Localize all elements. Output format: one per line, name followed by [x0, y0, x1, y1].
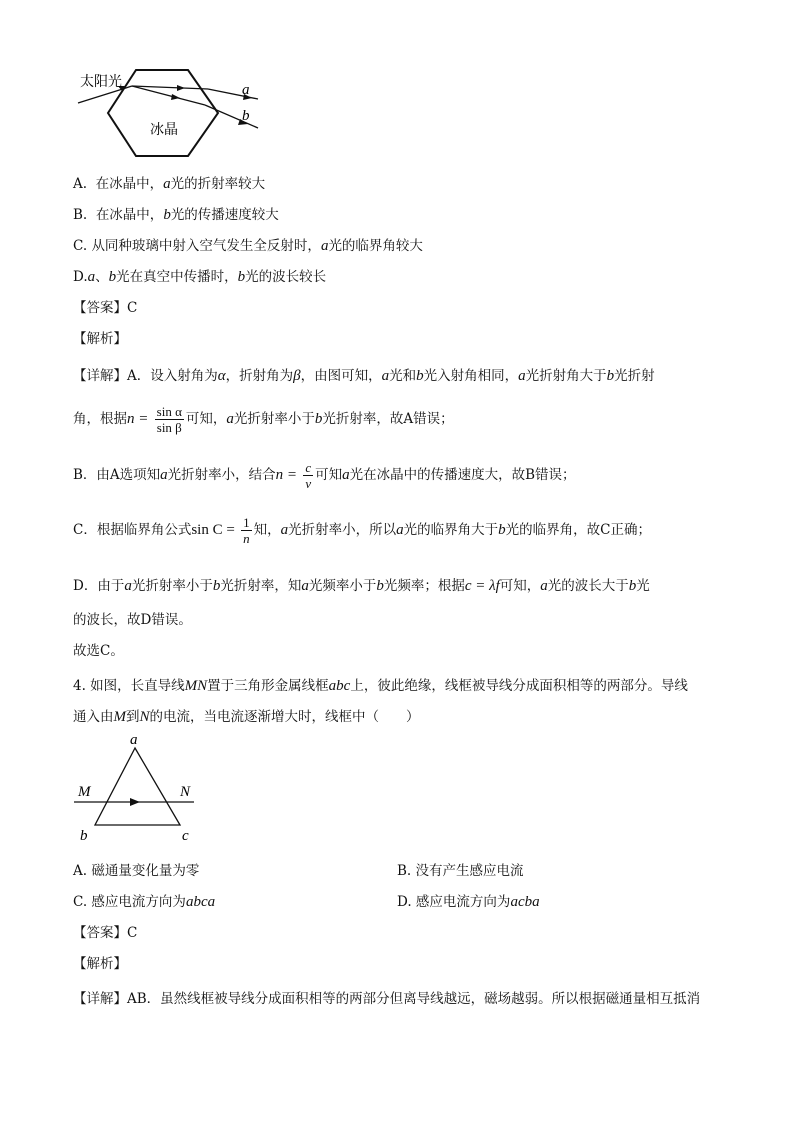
q4-stem-line-1: 4. 如图，长直导线MN置于三角形金属线框abc上，彼此绝缘，线框被导线分成面积相等的两部分。导线	[73, 678, 688, 694]
vertex-a: a	[130, 732, 138, 748]
ray-a-label: a	[242, 82, 250, 98]
analysis-label-q4: 【解析】	[73, 956, 127, 972]
detail-line-6: 的波长，故D错误。	[73, 612, 192, 628]
label-m: M	[78, 784, 91, 800]
vertex-c: c	[182, 828, 189, 844]
hexagon-crystal	[108, 70, 218, 156]
answer-q3: 【答案】C	[73, 300, 138, 316]
choose-line: 故选C。	[73, 643, 124, 659]
option-c: C. 从同种玻璃中射入空气发生全反射时，a光的临界角较大	[73, 238, 423, 254]
detail-line-3: B．由A选项知a光折射率小，结合n = $\frac{c}{v}$ 可知a光在冰晶中的传播速度大，故B错误；	[73, 460, 576, 491]
q4-detail-line: 【详解】AB．虽然线框被导线分成面积相等的两部分但离导线越远，磁场越弱。所以根据磁通量相互抵消	[73, 991, 701, 1007]
analysis-label-q3: 【解析】	[73, 331, 127, 347]
crystal-label: 冰晶	[150, 122, 178, 138]
ice-crystal-figure	[70, 62, 270, 162]
q4-option-c: C. 感应电流方向为abca	[73, 894, 216, 910]
answer-q4: 【答案】C	[73, 925, 138, 941]
q4-option-a: A. 磁通量变化量为零	[73, 863, 200, 879]
detail-line-5: D．由于a光折射率小于b光折射率，知a光频率小于b光频率；根据c = λf可知，a光的波长大于b光	[73, 578, 650, 594]
option-d: D.a、b光在真空中传播时，b光的波长较长	[73, 269, 327, 285]
vertex-b: b	[80, 828, 88, 844]
q4-option-b: B. 没有产生感应电流	[397, 863, 524, 879]
detail-line-2: 角，根据n = $\frac{\text{sin α}}{\text{sin β}}$ 可知，a光折射率小于b光折射率，故A错误；	[73, 404, 454, 435]
option-a: A. 在冰晶中，a光的折射率较大	[73, 176, 266, 192]
option-b: B. 在冰晶中，b光的传播速度较大	[73, 207, 279, 223]
ray-b-label: b	[242, 108, 250, 124]
exit-ray-b	[205, 105, 258, 128]
q4-option-d: D. 感应电流方向为acba	[397, 894, 540, 910]
sunlight-label: 太阳光	[80, 74, 122, 90]
triangle-figure	[70, 730, 210, 850]
q4-stem-line-2: 通入由M到N的电流，当电流逐渐增大时，线框中（ ）	[73, 709, 420, 725]
detail-line-4: C．根据临界角公式sin C = $\frac{1}{n}$ 知，a光折射率小，所以a光的临界角大于b光的临界角，故C正确；	[73, 515, 651, 546]
detail-line-1: 【详解】A．设入射角为α，折射角为β，由图可知，a光和b光入射角相同，a光折射角大于b光折射	[73, 368, 655, 384]
triangle-frame	[95, 748, 180, 825]
label-n: N	[180, 784, 191, 800]
